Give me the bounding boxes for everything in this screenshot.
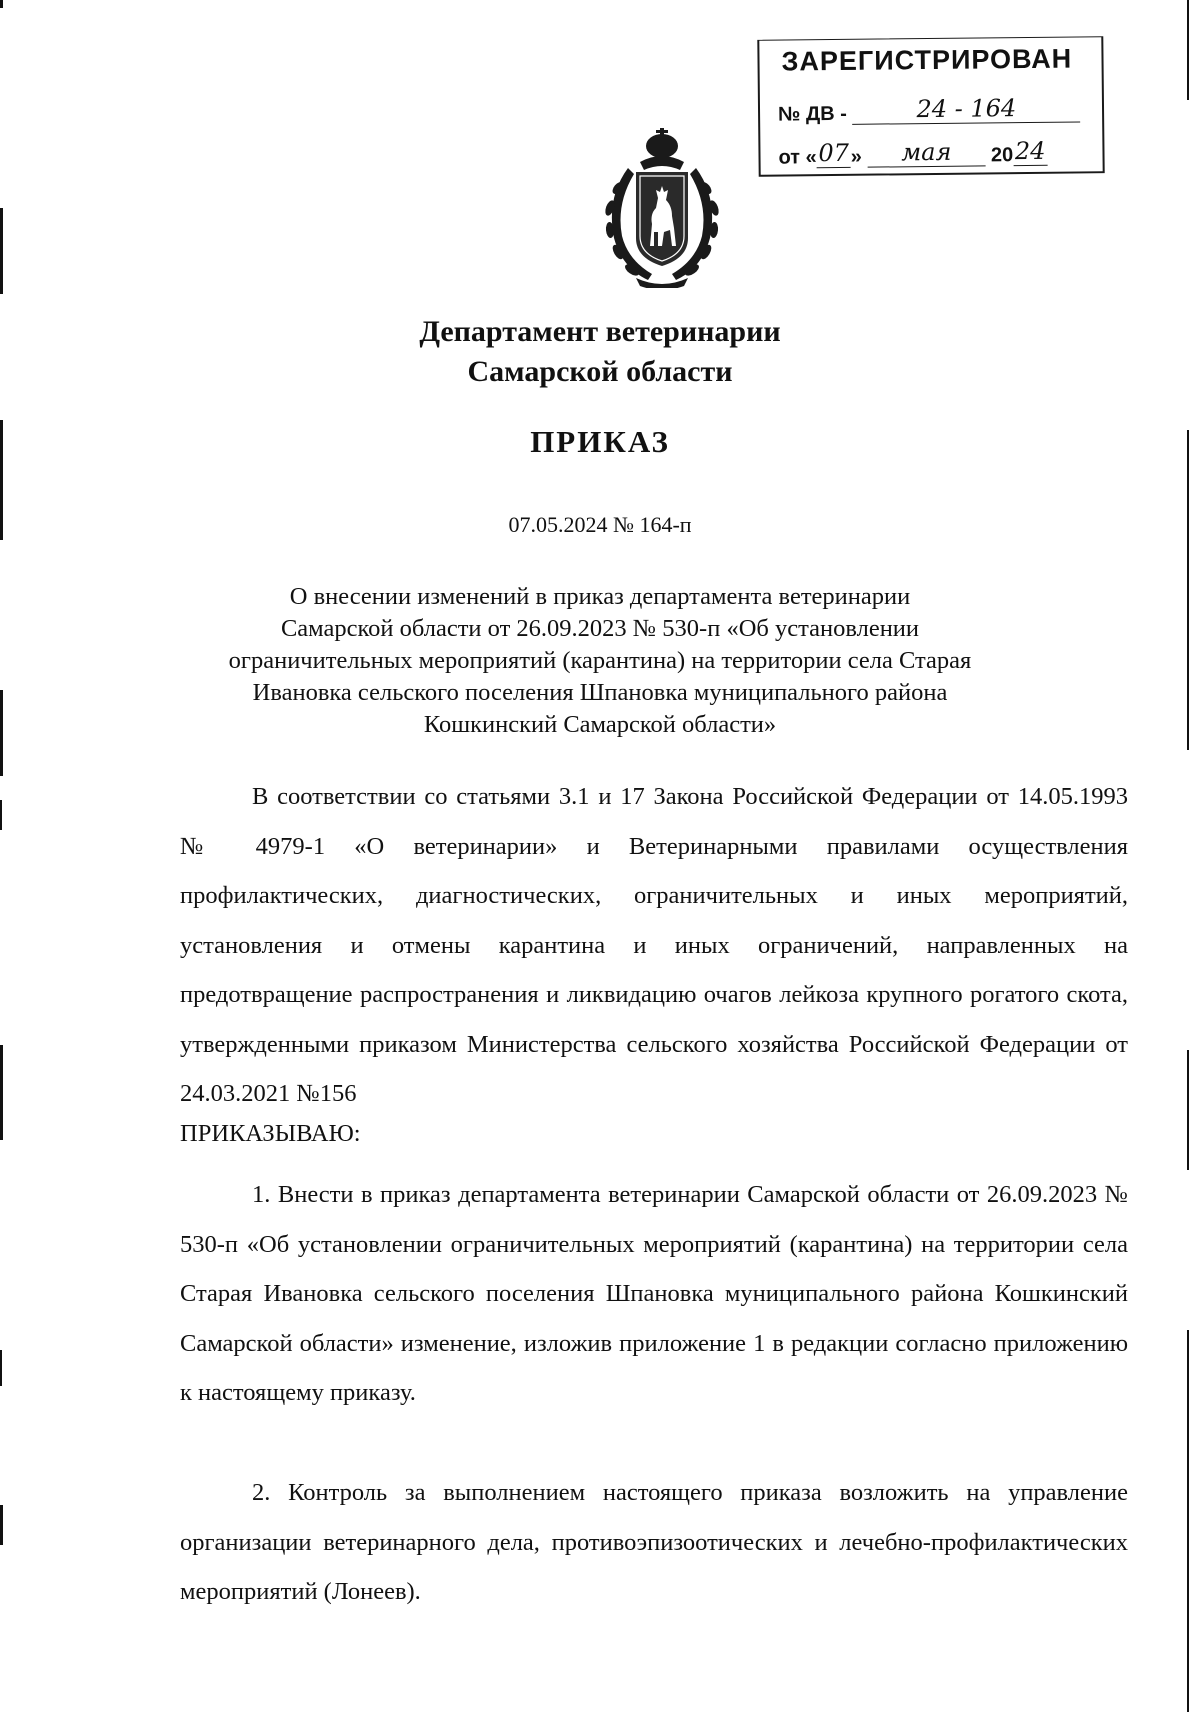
stamp-number-label: № ДВ - — [777, 102, 847, 126]
document-subject — [0, 581, 1200, 741]
order-item-1: 1. Внести в приказ департамента ветеринарии Самарской области от 26.09.2023 № 530-п «Об установлении ограничительных мероприятий (карантина) на территории села Старая Ивановка сельского поселения Шпановка муниципального района Кошкинский Самарской области» изменение, изложив приложение 1 в редакции согласно приложению к настоящему приказу. — [180, 1181, 1128, 1406]
stamp-year-suffix: 24 — [1014, 136, 1046, 166]
department-line-1: Департамент ветеринарии — [419, 315, 781, 348]
subject-line: Ивановка сельского поселения Шпановка муниципального района — [252, 679, 948, 706]
stamp-title: ЗАРЕГИСТРИРОВАН — [781, 43, 1073, 77]
stamp-date-row: от «07» мая 2024 — [778, 136, 1046, 169]
preamble-paragraph: В соответствии со статьями 3.1 и 17 Закона Российской Федерации от 14.05.1993 № 4979-1 «О ветеринарии» и Ветеринарными правилами осуществления профилактических, диагностических, ограничительных и иных мероприятий, установления и отмены карантина и иных ограничений, направленных на предотвращение распространения и ликвидацию очагов лейкоза крупного рогатого скота, утвержденными приказом Министерства сельского хозяйства Российской Федерации от 24.03.2021 №156 — [180, 783, 1128, 1107]
document-type-title: ПРИКАЗ — [530, 424, 670, 459]
subject-line: Самарской области от 26.09.2023 № 530-п «Об установлении — [280, 615, 920, 642]
subject-line: О внесении изменений в приказ департамента ветеринарии — [289, 583, 911, 610]
stamp-number-row — [778, 95, 1081, 127]
department-line-2: Самарской области — [467, 355, 733, 388]
stamp-year-prefix: 20 — [990, 144, 1014, 167]
scan-left-edge — [0, 0, 4, 1712]
document-date-number: 07.05.2024 № 164-п — [508, 512, 692, 537]
subject-line: Кошкинский Самарской области» — [423, 711, 777, 738]
department-name — [0, 312, 1200, 392]
registration-stamp — [757, 36, 1104, 177]
coat-of-arms-emblem — [588, 128, 736, 288]
stamp-number-value: 24 - 164 — [916, 94, 1017, 124]
order-word: ПРИКАЗЫВАЮ: — [180, 1120, 361, 1147]
stamp-date-month: мая — [901, 137, 952, 167]
stamp-date-day: 07 — [818, 138, 850, 168]
order-item-2: 2. Контроль за выполнением настоящего приказа возложить на управление организации ветеринарного дела, противоэпизоотических и лечебно-профилактических мероприятий (Лонеев). — [180, 1479, 1128, 1605]
subject-line: ограничительных мероприятий (карантина) на территории села Старая — [228, 647, 972, 674]
scan-right-edge — [1187, 0, 1190, 1712]
stamp-date-prefix: от « — [778, 146, 817, 169]
